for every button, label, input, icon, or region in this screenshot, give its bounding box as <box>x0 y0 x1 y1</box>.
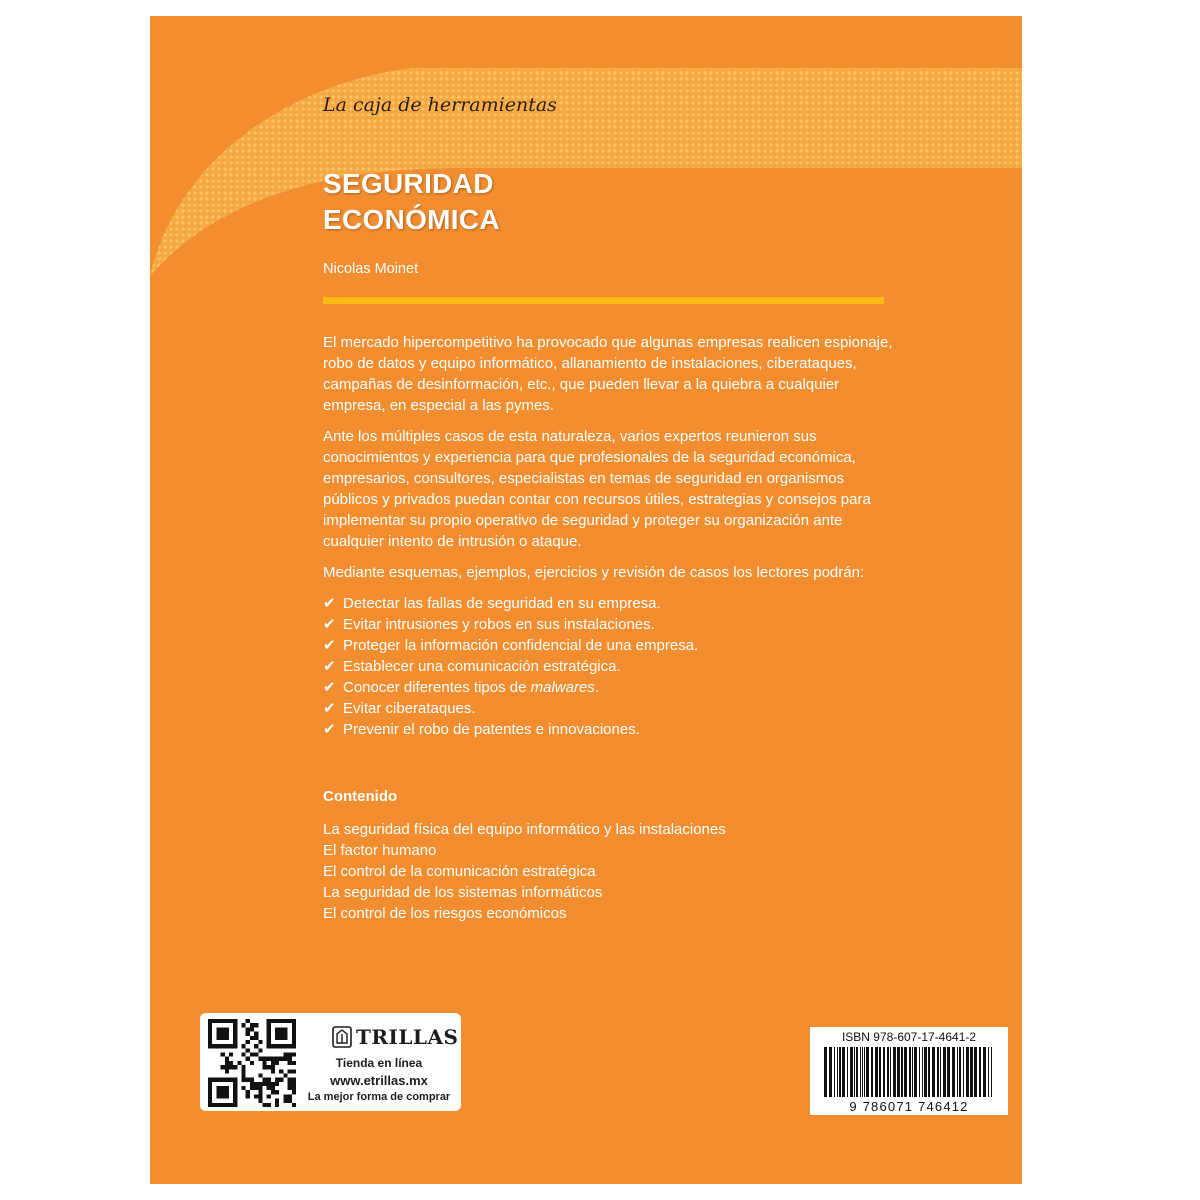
isbn-label: ISBN 978-607-17-4641-2 <box>841 1030 977 1044</box>
barcode-icon <box>822 1047 996 1097</box>
list-item <box>323 593 903 614</box>
description-paragraph: Ante los múltiples casos de esta naturaleza, varios expertos reunieron sus conocimientos y experiencia para que profesionales de la seguridad económica, empresarios, consultores, especialistas en temas de seguridad en organismos públicos y privados puedan contar con recursos útiles, estrategias y consejos para implementar su propio operativo de seguridad y proteger su organización ante cualquier intento de intrusión o ataque. <box>323 428 871 550</box>
checkmark-icon: ✔ <box>323 658 336 675</box>
series-name: La caja de herramientas <box>323 94 557 116</box>
description-paragraph: Mediante esquemas, ejemplos, ejercicios y revisión de casos los lectores podrán: <box>323 564 865 581</box>
checkmark-icon: ✔ <box>323 616 336 633</box>
description <box>323 332 903 740</box>
list-item-text: Detectar las fallas de seguridad en su empresa. <box>343 595 661 612</box>
list-item <box>323 698 903 719</box>
list-item-text: Proteger la información confidencial de una empresa. <box>343 637 699 654</box>
barcode-digits: 9 786071 746412 <box>849 1099 969 1114</box>
checkmark-icon: ✔ <box>323 721 336 738</box>
contents-item: El control de los riesgos económicos <box>323 905 567 922</box>
contents-item: La seguridad física del equipo informático y las instalaciones <box>323 821 726 838</box>
contents-item: El control de la comunicación estratégica <box>323 863 596 880</box>
list-item-text: Evitar intrusiones y robos en sus instalaciones. <box>343 616 655 633</box>
list-item-text: Establecer una comunicación estratégica. <box>343 658 621 675</box>
back-cover <box>150 16 1022 1184</box>
contents-item: La seguridad de los sistemas informáticos <box>323 884 603 901</box>
list-item-emphasis: malwares <box>530 679 595 696</box>
list-item-text: Prevenir el robo de patentes e innovaciones. <box>343 721 640 738</box>
list-item <box>323 614 903 635</box>
author-name: Nicolas Moinet <box>323 261 419 277</box>
list-item-text-part: . <box>594 679 599 696</box>
checkmark-icon: ✔ <box>323 595 336 612</box>
book-title <box>323 166 500 238</box>
list-item <box>323 677 903 698</box>
checkmark-icon: ✔ <box>323 637 336 654</box>
contents-list <box>323 819 726 924</box>
publisher-logo <box>332 1025 458 1049</box>
decorative-dotted-band <box>150 16 1022 316</box>
publisher-promo-box <box>200 1013 461 1111</box>
divider-rule <box>323 297 884 304</box>
benefits-list <box>323 593 903 740</box>
qr-code-icon[interactable] <box>208 1019 296 1107</box>
list-item-text: Evitar ciberataques. <box>343 700 476 717</box>
list-item <box>323 635 903 656</box>
list-item <box>323 719 903 740</box>
book-title-line: ECONÓMICA <box>323 204 500 235</box>
contents-item: El factor humano <box>323 842 437 859</box>
slogan: La mejor forma de comprar <box>307 1091 451 1103</box>
trillas-emblem-icon <box>332 1026 352 1048</box>
checkmark-icon: ✔ <box>323 700 336 717</box>
list-item <box>323 656 903 677</box>
checkmark-icon: ✔ <box>323 679 336 696</box>
list-item-text-part: Conocer diferentes tipos de <box>343 679 531 696</box>
book-title-line: SEGURIDAD <box>323 168 494 199</box>
list-item-text <box>343 677 599 698</box>
website-link[interactable]: www.etrillas.mx <box>330 1073 428 1088</box>
contents-heading: Contenido <box>323 788 398 805</box>
publisher-logo-text: TRILLAS <box>356 1025 459 1049</box>
isbn-barcode-box <box>810 1027 1008 1115</box>
description-paragraph: El mercado hipercompetitivo ha provocado que algunas empresas realicen espionaje, robo de datos y equipo informático, allanamiento de instalaciones, ciberataques, campañas de desinformación, etc., que pueden llevar a la quiebra a cualquier empresa, en especial a las pymes. <box>323 334 893 414</box>
store-label: Tienda en línea <box>335 1056 423 1070</box>
